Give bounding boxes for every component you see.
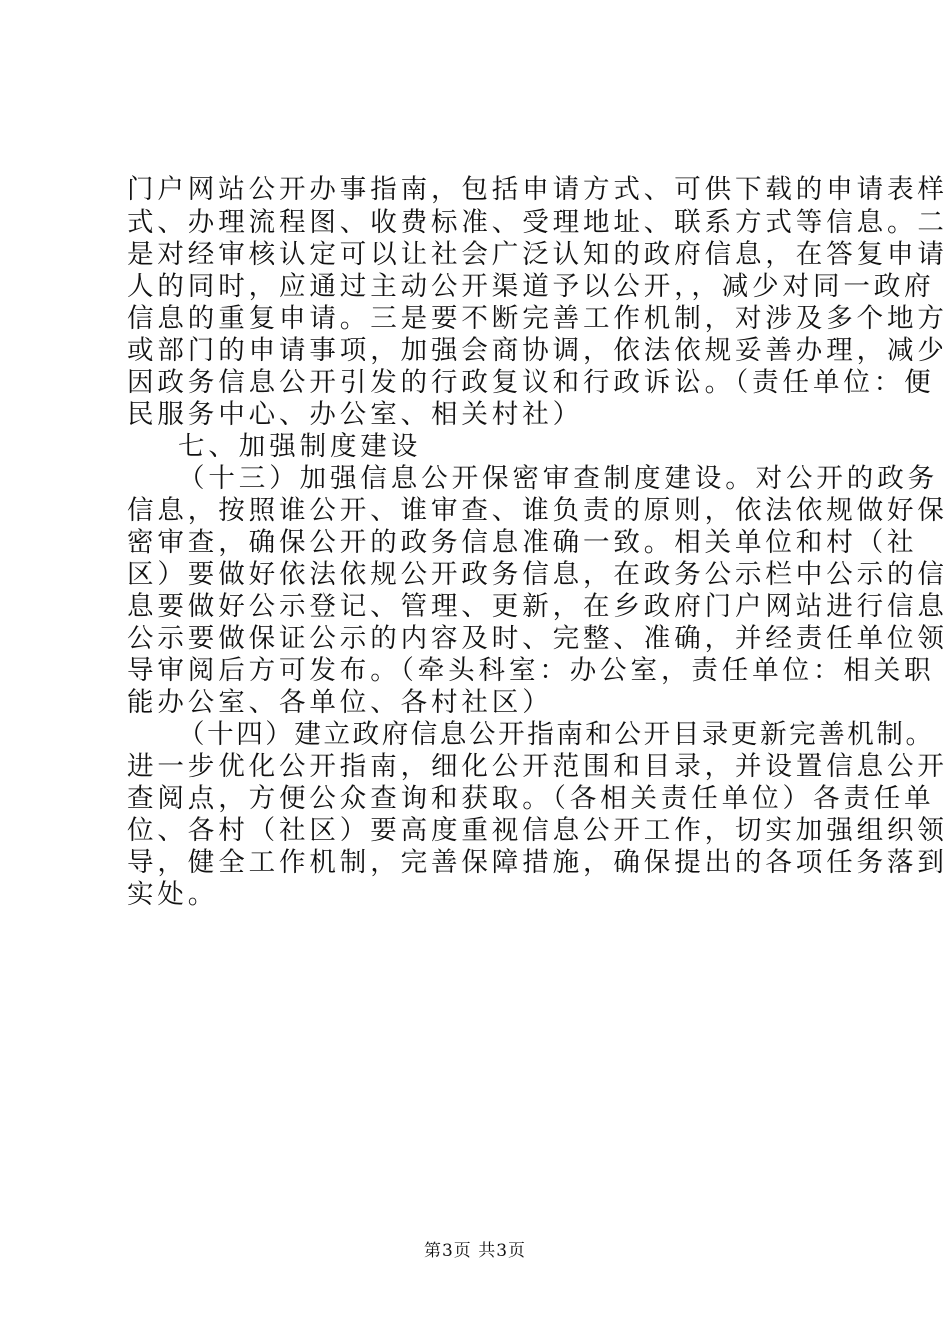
body-text-line: 查阅点，方便公众查询和获取。（各相关责任单位）各责任单 xyxy=(127,783,935,814)
page-number-footer: 第3页 共3页 xyxy=(423,1241,527,1261)
body-text-line: 导审阅后方可发布。（牵头科室：办公室，责任单位：相关职 xyxy=(127,655,935,686)
body-text-line: 式、办理流程图、收费标准、受理地址、联系方式等信息。二 xyxy=(127,207,948,238)
body-text-line: 能办公室、各单位、各村社区） xyxy=(127,687,553,718)
body-text-line: 公示要做保证公示的内容及时、完整、准确，并经责任单位领 xyxy=(127,623,948,654)
body-text-line: 因政务信息公开引发的行政复议和行政诉讼。（责任单位：便 xyxy=(127,367,935,398)
body-text-line: 是对经审核认定可以让社会广泛认知的政府信息，在答复申请 xyxy=(127,239,948,270)
paragraph-start-line: （十三）加强信息公开保密审查制度建设。对公开的政务 xyxy=(178,463,938,494)
body-text-line: 人的同时，应通过主动公开渠道予以公开，，减少对同一政府 xyxy=(127,271,935,302)
body-text-line: 位、各村（社区）要高度重视信息公开工作，切实加强组织领 xyxy=(127,815,948,846)
body-text-line: 区）要做好依法依规公开政务信息，在政务公示栏中公示的信 xyxy=(127,559,948,590)
body-text-line: 信息，按照谁公开、谁审查、谁负责的原则，依法依规做好保 xyxy=(127,495,948,526)
body-text-line: 息要做好公示登记、管理、更新，在乡政府门户网站进行信息 xyxy=(127,591,948,622)
body-text-line: 民服务中心、办公室、相关村社） xyxy=(127,399,583,430)
body-text-line: 导，健全工作机制，完善保障措施，确保提出的各项任务落到 xyxy=(127,847,948,878)
body-text-line: 进一步优化公开指南，细化公开范围和目录，并设置信息公开 xyxy=(127,751,948,782)
body-text-line: 或部门的申请事项，加强会商协调，依法依规妥善办理，减少 xyxy=(127,335,948,366)
body-text-line: 信息的重复申请。三是要不断完善工作机制，对涉及多个地方 xyxy=(127,303,948,334)
paragraph-start-line: （十四）建立政府信息公开指南和公开目录更新完善机制。 xyxy=(178,719,935,750)
body-text-line: 门户网站公开办事指南，包括申请方式、可供下载的申请表样 xyxy=(127,174,948,205)
body-text-line: 实处。 xyxy=(127,879,219,910)
body-text-line: 密审查，确保公开的政务信息准确一致。相关单位和村（社 xyxy=(127,527,918,558)
section-heading: 七、加强制度建设 xyxy=(178,431,422,462)
